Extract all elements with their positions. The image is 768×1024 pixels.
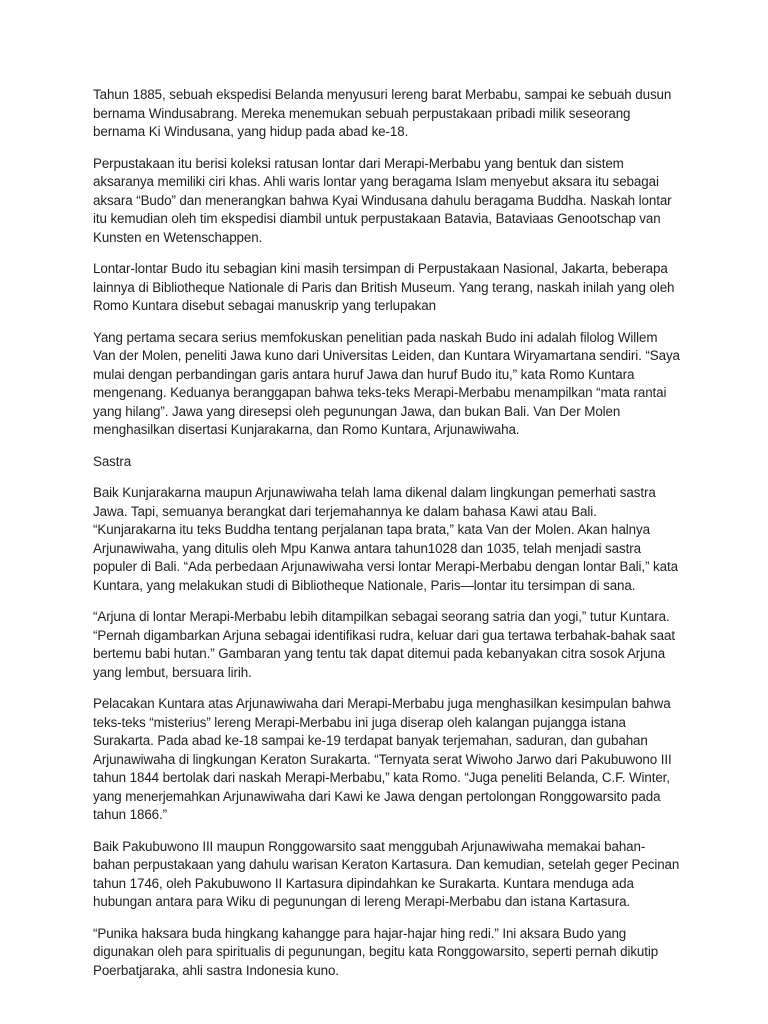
paragraph: Baik Pakubuwono III maupun Ronggowarsito saat menggubah Arjunawiwaha memakai bahan-bahan perpustakaan yang dahulu warisan Keraton Kartasura. Dan kemudian, setelah geger Pecinan tahun 1746, oleh Pakubuwono II Kartasura dipindahkan ke Surakarta. Kuntara menduga ada hubungan antara para Wiku di pegunungan di lereng Merapi-Merbabu dan istana Kartasura. [93, 838, 680, 909]
paragraph: “Arjuna di lontar Merapi-Merbabu lebih ditampilkan sebagai seorang satria dan yogi,” tutur Kuntara. “Pernah digambarkan Arjuna sebagai identifikasi rudra, keluar dari gua tertawa terbahak-bahak saat bertemu babi hutan.” Gambaran yang tentu tak dapat ditemui pada kebanyakan citra sosok Arjuna yang lembut, bersuara lirih. [93, 609, 675, 680]
paragraph: Perpustakaan itu berisi koleksi ratusan lontar dari Merapi-Merbabu yang bentuk dan sistem aksaranya memiliki ciri khas. Ahli waris lontar yang beragama Islam menyebut aksara itu sebagai aksara “Budo” dan menerangkan bahwa Kyai Windusana dahulu beragama Buddha. Naskah lontar itu kemudian oleh tim ekspedisi diambil untuk perpustakaan Batavia, Bataviaas Genootschap van Kunsten en Wetenschappen. [93, 155, 672, 245]
section-heading: Sastra [93, 453, 132, 469]
paragraph: “Punika haksara buda hingkang kahangge para hajar-hajar hing redi.” Ini aksara Budo yang digunakan oleh para spiritualis di pegunungan, begitu kata Ronggowarsito, seperti pernah dikutip Poerbatjaraka, ahli sastra Indonesia kuno. [93, 925, 659, 978]
paragraph: Pelacakan Kuntara atas Arjunawiwaha dari Merapi-Merbabu juga menghasilkan kesimpulan bahwa teks-teks “misterius” lereng Merapi-Merbabu ini juga diserap oleh kalangan pujangga istana Surakarta. Pada abad ke-18 sampai ke-19 terdapat banyak terjemahan, saduran, dan gubahan Arjunawiwaha di lingkungan Keraton Surakarta. “Ternyata serat Wiwoho Jarwo dari Pakubuwono III tahun 1844 bertolak dari naskah Merapi-Merbabu,” kata Romo. “Juga peneliti Belanda, C.F. Winter, yang menerjemahkan Arjunawiwaha dari Kawi ke Jawa dengan pertolongan Ronggowarsito pada tahun 1866.” [93, 696, 672, 822]
document-page [93, 86, 681, 993]
paragraph: Tahun 1885, sebuah ekspedisi Belanda menyusuri lereng barat Merbabu, sampai ke sebuah dusun bernama Windusabrang. Mereka menemukan sebuah perpustakaan pribadi milik seseorang bernama Ki Windusana, yang hidup pada abad ke-18. [93, 87, 672, 139]
paragraph: Lontar-lontar Budo itu sebagian kini masih tersimpan di Perpustakaan Nasional, Jakarta, beberapa lainnya di Bibliotheque Nationale di Paris dan British Museum. Yang terang, naskah inilah yang oleh Romo Kuntara disebut sebagai manuskrip yang terlupakan [93, 261, 675, 313]
paragraph: Baik Kunjarakarna maupun Arjunawiwaha telah lama dikenal dalam lingkungan pemerhati sastra Jawa. Tapi, semuanya berangkat dari terjemahannya ke dalam bahasa Kawi atau Bali. “Kunjarakarna itu teks Buddha tentang perjalanan tapa brata,” kata Van der Molen. Akan halnya Arjunawiwaha, yang ditulis oleh Mpu Kanwa antara tahun1028 dan 1035, telah menjadi sastra populer di Bali. “Ada perbedaan Arjunawiwaha versi lontar Merapi-Merbabu dengan lontar Bali,” kata Kuntara, yang melakukan studi di Bibliotheque Nationale, Paris—lontar itu tersimpan di sana. [93, 485, 678, 593]
paragraph: Yang pertama secara serius memfokuskan penelitian pada naskah Budo ini adalah filolog Willem Van der Molen, peneliti Jawa kuno dari Universitas Leiden, dan Kuntara Wiryamartana sendiri. “Saya mulai dengan perbandingan garis antara huruf Jawa dan huruf Budo itu,” kata Romo Kuntara mengenang. Keduanya beranggapan bahwa teks-teks Merapi-Merbabu menampilkan “mata rantai yang hilang”. Jawa yang diresepsi oleh pegunungan Jawa, dan bukan Bali. Van Der Molen menghasilkan disertasi Kunjarakarna, dan Romo Kuntara, Arjunawiwaha. [93, 329, 680, 437]
